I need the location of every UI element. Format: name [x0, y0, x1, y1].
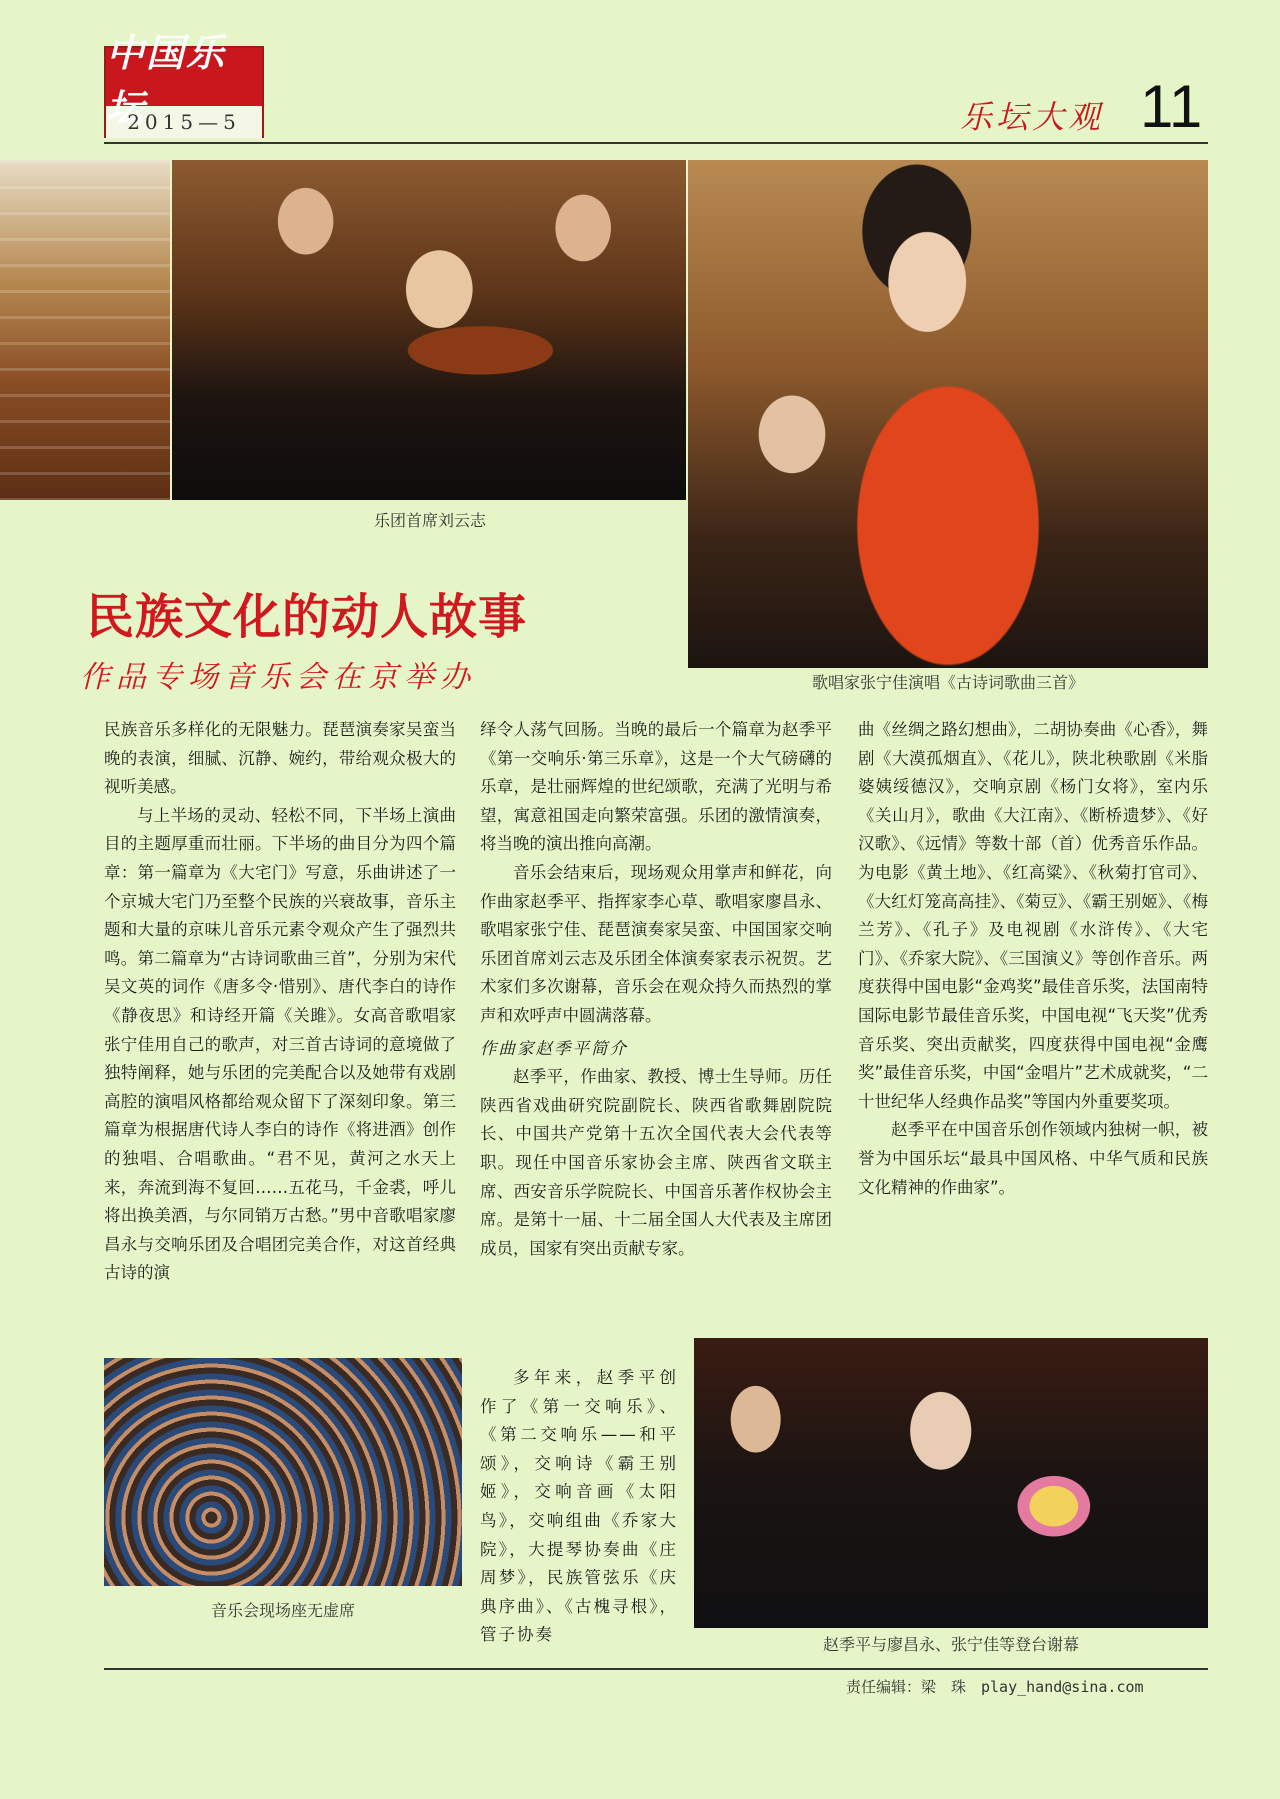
header-divider	[104, 142, 1208, 144]
curtain-call-caption: 赵季平与廖昌永、张宁佳等登台谢幕	[822, 1635, 1079, 1654]
editor-credit: 责任编辑：梁 珠 play_hand@sina.com	[846, 1678, 1144, 1696]
bio-heading: 作曲家赵季平简介	[480, 1038, 628, 1058]
logo-text: 中国乐	[106, 48, 262, 106]
paragraph: 赵季平在中国音乐创作领域内独树一帜，被誉为中国乐坛“最具中国风格、中华气质和民族文化精神的作曲家”。	[858, 1120, 1208, 1197]
singer-photo	[688, 160, 1208, 668]
concertmaster-caption: 乐团首席刘云志	[373, 511, 486, 530]
magazine-logo	[104, 30, 264, 138]
paragraph: 民族音乐多样化的无限魅力。琵琶演奏家吴蛮当晚的表演，细腻、沉静、婉约，带给观众极大的视听美感。	[104, 720, 456, 797]
page-number: 11	[1140, 73, 1203, 140]
paragraph: 绎令人荡气回肠。当晚的最后一个篇章为赵季平《第一交响乐·第三乐章》，这是一个大气磅礴的乐章，是壮丽辉煌的世纪颂歌，充满了光明与希望，寓意祖国走向繁荣富强。乐团的激情演奏，将当晚的演出推向高潮。	[480, 720, 832, 854]
concertmaster-photo	[172, 160, 686, 500]
audience-caption: 音乐会现场座无虚席	[210, 1601, 355, 1620]
article-column-1	[104, 716, 456, 1288]
article-subtitle: 作品专场音乐会在京举办	[80, 660, 476, 695]
singer-caption: 歌唱家张宁佳演唱《古诗词歌曲三首》	[811, 673, 1084, 692]
bio-paragraph: 赵季平，作曲家、教授、博士生导师。历任陕西省戏曲研究院副院长、陕西省歌舞剧院院长、中国共产党第十五次全国代表大会代表等职。现任中国音乐家协会主席、陕西省文联主席、西安音乐学院院长、中国音乐著作权协会主席。是第十一届、十二届全国人大代表及主席团成员，国家有突出贡献专家。	[480, 1067, 832, 1258]
section-title: 乐坛大观	[960, 98, 1105, 136]
bio-paragraph: 多年来，赵季平创作了《第一交响乐》、《第二交响乐——和平颂》，交响诗《霸王别姬》，交响音画《太阳鸟》，交响组曲《乔家大院》，大提琴协奏曲《庄周梦》，民族管弦乐《庆典序曲》、《古槐寻根》，管子协奏	[480, 1368, 678, 1645]
article-column-2	[480, 716, 832, 1263]
issue-number: 2015—5	[106, 106, 262, 138]
paragraph: 与上半场的灵动、轻松不同，下半场上演曲目的主题厚重而壮丽。下半场的曲目分为四个篇章：第一篇章为《大宅门》写意，乐曲讲述了一个京城大宅门乃至整个民族的兴衰故事，音乐主题和大量的京味儿音乐元素令观众产生了强烈共鸣。第二篇章为“古诗词歌曲三首”，分别为宋代吴文英的词作《唐多令·惜别》、唐代李白的诗作《静夜思》和诗经开篇《关雎》。女高音歌唱家张宁佳用自己的歌声，对三首古诗词的意境做了独特阐释，她与乐团的完美配合以及她带有戏剧高腔的演唱风格都给观众留下了深刻印象。第三篇章为根据唐代诗人李白的诗作《将进酒》创作的独唱、合唱歌曲。“君不见，黄河之水天上来，奔流到海不复回……五花马，千金裘，呼儿将出换美酒，与尔同销万古愁。”男中音歌唱家廖昌永与交响乐团及合唱团完美合作，对这首经典古诗的演	[104, 805, 456, 1283]
article-column-3	[858, 716, 1208, 1202]
audience-photo	[104, 1358, 462, 1586]
paragraph: 曲《丝绸之路幻想曲》，二胡协奏曲《心香》，舞剧《大漠孤烟直》、《花儿》，陕北秧歌剧《米脂婆姨绥德汉》，交响京剧《杨门女将》，室内乐《关山月》，歌曲《大江南》、《断桥遗梦》、《好汉歌》、《远情》等数十部（首）优秀音乐作品。为电影《黄土地》、《红高粱》、《秋菊打官司》、《大红灯笼高高挂》、《菊豆》、《霸王别姬》、《梅兰芳》、《孔子》及电视剧《水浒传》、《大宅门》、《乔家大院》、《三国演义》等创作音乐。两度获得中国电影“金鸡奖”最佳音乐奖，法国南特国际电影节最佳音乐奖，中国电视“飞天奖”优秀音乐奖、突出贡献奖，四度获得中国电视“金鹰奖”最佳音乐奖，中国“金唱片”艺术成就奖，“二十世纪华人经典作品奖”等国内外重要奖项。	[858, 720, 1208, 1111]
curtain-call-photo	[694, 1338, 1208, 1628]
footer-divider	[104, 1668, 1208, 1670]
concert-hall-photo	[0, 160, 170, 500]
article-title: 民族文化的动人故事	[86, 589, 528, 645]
article-column-2-continued	[480, 1364, 678, 1650]
paragraph: 音乐会结束后，现场观众用掌声和鲜花，向作曲家赵季平、指挥家李心草、歌唱家廖昌永、歌唱家张宁佳、琵琶演奏家吴蛮、中国国家交响乐团首席刘云志及乐团全体演奏家表示祝贺。艺术家们多次谢幕，音乐会在观众持久而热烈的掌声和欢呼声中圆满落幕。	[480, 862, 832, 1025]
